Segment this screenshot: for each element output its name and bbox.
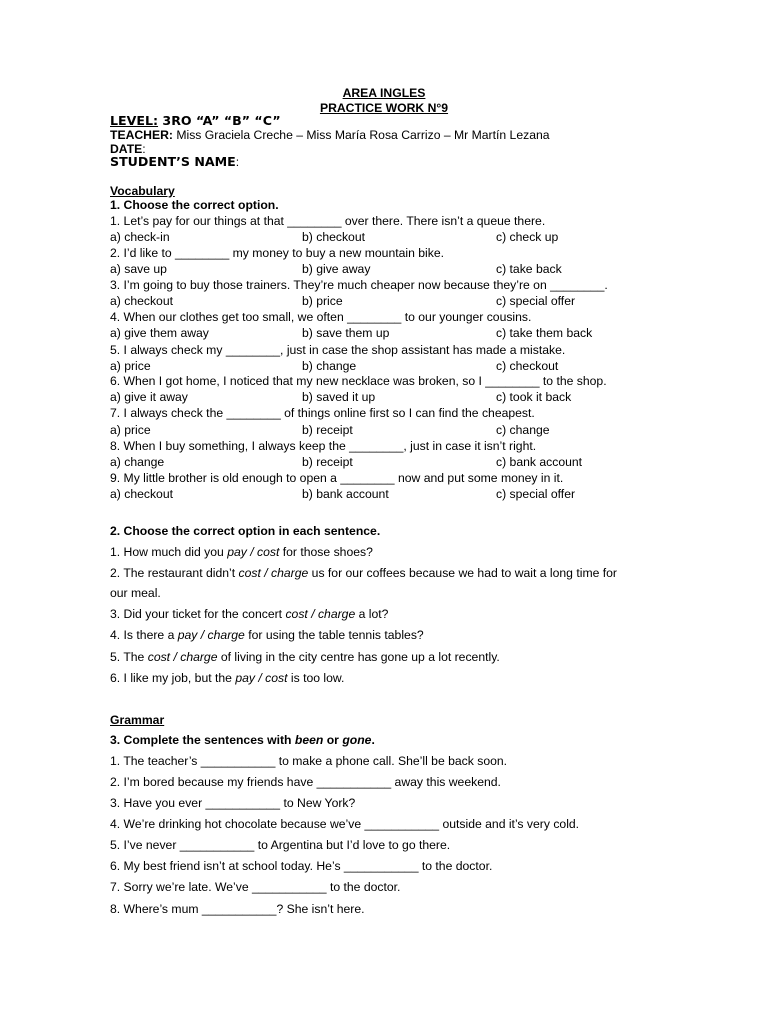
sentence-text: 3. Did your ticket for the concert — [110, 607, 286, 621]
option-b: b) save them up — [302, 326, 390, 340]
word-choice: pay / cost — [227, 545, 280, 559]
sentence-text: 4. Is there a — [110, 628, 178, 642]
sentence-text: 2. The restaurant didn’t — [110, 566, 239, 580]
sentence-text: a lot? — [355, 607, 389, 621]
option-a: a) save up — [110, 262, 167, 276]
question: 6. When I got home, I noticed that my new necklace was broken, so I ________ to the shop. — [110, 374, 607, 388]
keyword: been — [294, 733, 324, 747]
option-c: c) change — [496, 423, 550, 437]
sentence — [110, 545, 373, 559]
option-a: a) check-in — [110, 230, 170, 244]
option-c: c) bank account — [496, 455, 583, 469]
question: 2. I’d like to ________ my money to buy a new mountain bike. — [110, 246, 445, 260]
vocabulary-heading: Vocabulary — [110, 184, 175, 198]
sentence — [110, 650, 500, 664]
option-b: b) receipt — [302, 455, 353, 469]
option-c: c) special offer — [496, 487, 576, 501]
question: 8. When I buy something, I always keep the ________, just in case it isn’t right. — [110, 439, 537, 453]
sentence: 2. I’m bored because my friends have ___________ away this weekend. — [110, 775, 501, 789]
word-choice: cost / charge — [285, 607, 356, 621]
word-choice: cost / charge — [238, 566, 309, 580]
option-a: a) give them away — [110, 326, 209, 340]
option-a: a) price — [110, 423, 151, 437]
option-b: b) checkout — [302, 230, 366, 244]
option-c: c) take them back — [496, 326, 593, 340]
level-label: LEVEL: — [110, 113, 159, 128]
sentence: 1. The teacher’s ___________ to make a phone call. She’ll be back soon. — [110, 754, 508, 768]
student-name-colon: : — [235, 155, 240, 169]
word-choice: cost / charge — [147, 650, 218, 664]
word-choice: pay / charge — [177, 628, 245, 642]
instruction-text: 3. Complete the sentences with — [110, 733, 295, 747]
option-c: c) take back — [496, 262, 562, 276]
option-c: c) checkout — [496, 359, 559, 373]
option-b: b) bank account — [302, 487, 389, 501]
grammar-heading: Grammar — [110, 713, 165, 727]
sentence-text: 6. I like my job, but the — [110, 671, 236, 685]
question: 1. Let’s pay for our things at that ________ over there. There isn’t a queue there. — [110, 214, 546, 228]
option-b: b) price — [302, 294, 343, 308]
date-label: DATE — [110, 142, 143, 156]
teacher-line — [110, 128, 550, 142]
question: 5. I always check my ________, just in case the shop assistant has made a mistake. — [110, 343, 566, 357]
option-c: c) special offer — [496, 294, 576, 308]
option-c: c) check up — [496, 230, 559, 244]
option-a: a) give it away — [110, 390, 188, 404]
date-colon: : — [142, 142, 146, 156]
sentence: 8. Where’s mum ___________? She isn’t here. — [110, 902, 365, 916]
sentence-text: for those shoes? — [279, 545, 373, 559]
question: 9. My little brother is old enough to open a ________ now and put some money in it. — [110, 471, 564, 485]
sentence: 3. Have you ever ___________ to New York? — [110, 796, 356, 810]
option-a: a) checkout — [110, 487, 174, 501]
sentence — [110, 628, 424, 642]
exercise-1-title: 1. Choose the correct option. — [110, 198, 279, 212]
option-a: a) price — [110, 359, 151, 373]
sentence-text: 5. The — [110, 650, 148, 664]
sentence — [110, 671, 344, 685]
question: 4. When our clothes get too small, we often ________ to our younger cousins. — [110, 310, 532, 324]
teacher-label: TEACHER: — [110, 128, 173, 142]
question: 3. I’m going to buy those trainers. They’re much cheaper now because they’re on ________. — [110, 278, 608, 292]
level-line — [110, 114, 281, 128]
option-c: c) took it back — [496, 390, 572, 404]
sentence-continuation: our meal. — [110, 586, 161, 600]
option-a: a) change — [110, 455, 165, 469]
sentence: 6. My best friend isn’t at school today. He’s ___________ to the doctor. — [110, 859, 493, 873]
sentence — [110, 566, 617, 580]
sentence-text: is too low. — [287, 671, 345, 685]
teacher-value: Miss Graciela Creche – Miss María Rosa Carrizo – Mr Martín Lezana — [172, 128, 550, 142]
level-value: 3RO “A” “B” “C” — [158, 113, 281, 128]
question: 7. I always check the ________ of things online first so I can find the cheapest. — [110, 406, 535, 420]
instruction-text: . — [371, 733, 375, 747]
worksheet-subtitle: PRACTICE WORK N°9 — [319, 101, 449, 115]
sentence: 4. We’re drinking hot chocolate because we’ve ___________ outside and it’s very cold. — [110, 817, 580, 831]
sentence-text: 1. How much did you — [110, 545, 228, 559]
sentence: 5. I’ve never ___________ to Argentina but I’d love to go there. — [110, 838, 451, 852]
exercise-2-title: 2. Choose the correct option in each sentence. — [110, 524, 381, 538]
word-choice: pay / cost — [235, 671, 288, 685]
student-name-line — [110, 155, 239, 169]
exercise-3-title — [110, 733, 375, 747]
keyword: gone — [342, 733, 372, 747]
option-b: b) give away — [302, 262, 371, 276]
sentence-text: for using the table tennis tables? — [244, 628, 424, 642]
option-b: b) receipt — [302, 423, 353, 437]
option-b: b) saved it up — [302, 390, 376, 404]
worksheet-title: AREA INGLES — [342, 86, 426, 100]
student-name-label: STUDENT’S NAME — [110, 154, 236, 169]
option-b: b) change — [302, 359, 357, 373]
instruction-text: or — [323, 733, 343, 747]
sentence: 7. Sorry we’re late. We’ve ___________ to the doctor. — [110, 880, 401, 894]
option-a: a) checkout — [110, 294, 174, 308]
sentence — [110, 607, 388, 621]
sentence-text: us for our coffees because we had to wait a long time for — [308, 566, 617, 580]
sentence-text: of living in the city centre has gone up a lot recently. — [217, 650, 500, 664]
